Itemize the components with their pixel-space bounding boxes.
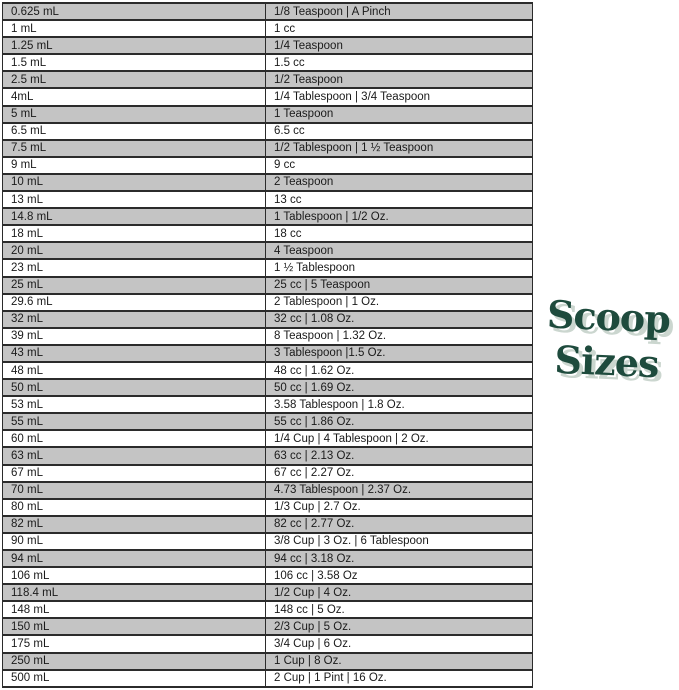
table-row (3, 106, 533, 123)
table-row (3, 328, 533, 345)
equivalent-cell: 148 cc | 5 Oz. (266, 601, 533, 618)
table-row (3, 584, 533, 601)
table-row (3, 311, 533, 328)
ml-cell: 23 mL (3, 259, 266, 276)
ml-cell: 43 mL (3, 345, 266, 362)
ml-cell: 53 mL (3, 396, 266, 413)
table-row (3, 294, 533, 311)
ml-cell: 67 mL (3, 465, 266, 482)
equivalent-cell: 2 Cup | 1 Pint | 16 Oz. (266, 670, 533, 687)
ml-cell: 106 mL (3, 567, 266, 584)
ml-cell: 1 mL (3, 20, 266, 37)
table-row (3, 88, 533, 105)
table-row (3, 362, 533, 379)
table-row (3, 635, 533, 652)
ml-cell: 175 mL (3, 635, 266, 652)
equivalent-cell: 6.5 cc (266, 123, 533, 140)
table-row (3, 499, 533, 516)
table-row (3, 259, 533, 276)
table-row (3, 413, 533, 430)
table-row (3, 20, 533, 37)
ml-cell: 118.4 mL (3, 584, 266, 601)
equivalent-cell: 1/4 Tablespoon | 3/4 Teaspoon (266, 88, 533, 105)
table-row (3, 140, 533, 157)
ml-cell: 6.5 mL (3, 123, 266, 140)
equivalent-cell: 1/4 Cup | 4 Tablespoon | 2 Oz. (266, 430, 533, 447)
equivalent-cell: 1/8 Teaspoon | A Pinch (266, 3, 533, 20)
table-row (3, 550, 533, 567)
ml-cell: 29.6 mL (3, 294, 266, 311)
equivalent-cell: 1 ½ Tablespoon (266, 259, 533, 276)
equivalent-cell: 1 cc (266, 20, 533, 37)
equivalent-cell: 94 cc | 3.18 Oz. (266, 550, 533, 567)
equivalent-cell: 4 Teaspoon (266, 242, 533, 259)
ml-cell: 2.5 mL (3, 71, 266, 88)
table-row (3, 123, 533, 140)
equivalent-cell: 1/2 Cup | 4 Oz. (266, 584, 533, 601)
ml-cell: 63 mL (3, 447, 266, 464)
equivalent-cell: 3.58 Tablespoon | 1.8 Oz. (266, 396, 533, 413)
equivalent-cell: 8 Teaspoon | 1.32 Oz. (266, 328, 533, 345)
ml-cell: 18 mL (3, 225, 266, 242)
equivalent-cell: 1/4 Teaspoon (266, 37, 533, 54)
table-row (3, 379, 533, 396)
equivalent-cell: 67 cc | 2.27 Oz. (266, 465, 533, 482)
equivalent-cell: 3/4 Cup | 6 Oz. (266, 635, 533, 652)
table-row (3, 208, 533, 225)
equivalent-cell: 1/2 Tablespoon | 1 ½ Teaspoon (266, 140, 533, 157)
equivalent-cell: 1/3 Cup | 2.7 Oz. (266, 499, 533, 516)
ml-cell: 1.5 mL (3, 54, 266, 71)
table-row (3, 618, 533, 635)
table-row (3, 567, 533, 584)
equivalent-cell: 3/8 Cup | 3 Oz. | 6 Tablespoon (266, 533, 533, 550)
equivalent-cell: 1 Teaspoon (266, 106, 533, 123)
table-row (3, 157, 533, 174)
table-row (3, 191, 533, 208)
equivalent-cell: 32 cc | 1.08 Oz. (266, 311, 533, 328)
table-row (3, 533, 533, 550)
ml-cell: 90 mL (3, 533, 266, 550)
ml-cell: 150 mL (3, 618, 266, 635)
table-row (3, 396, 533, 413)
ml-cell: 250 mL (3, 653, 266, 670)
ml-cell: 9 mL (3, 157, 266, 174)
scoop-sizes-logo (534, 291, 679, 387)
table-row (3, 670, 533, 687)
table-row (3, 430, 533, 447)
table-row (3, 54, 533, 71)
conversion-table (2, 2, 533, 688)
logo-line-1: Scoop (546, 291, 671, 342)
table-row (3, 37, 533, 54)
equivalent-cell: 1 Tablespoon | 1/2 Oz. (266, 208, 533, 225)
equivalent-cell: 25 cc | 5 Teaspoon (266, 277, 533, 294)
ml-cell: 5 mL (3, 106, 266, 123)
equivalent-cell: 18 cc (266, 225, 533, 242)
equivalent-cell: 2 Teaspoon (266, 174, 533, 191)
equivalent-cell: 1/2 Teaspoon (266, 71, 533, 88)
equivalent-cell: 1.5 cc (266, 54, 533, 71)
ml-cell: 80 mL (3, 499, 266, 516)
table-row (3, 465, 533, 482)
ml-cell: 60 mL (3, 430, 266, 447)
table-row (3, 277, 533, 294)
ml-cell: 32 mL (3, 311, 266, 328)
ml-cell: 82 mL (3, 516, 266, 533)
ml-cell: 7.5 mL (3, 140, 266, 157)
ml-cell: 20 mL (3, 242, 266, 259)
equivalent-cell: 1 Cup | 8 Oz. (266, 653, 533, 670)
ml-cell: 13 mL (3, 191, 266, 208)
table-row (3, 3, 533, 20)
table-row (3, 71, 533, 88)
equivalent-cell: 55 cc | 1.86 Oz. (266, 413, 533, 430)
table-row (3, 242, 533, 259)
ml-cell: 48 mL (3, 362, 266, 379)
table-row (3, 482, 533, 499)
equivalent-cell: 2/3 Cup | 5 Oz. (266, 618, 533, 635)
ml-cell: 94 mL (3, 550, 266, 567)
equivalent-cell: 48 cc | 1.62 Oz. (266, 362, 533, 379)
equivalent-cell: 3 Tablespoon |1.5 Oz. (266, 345, 533, 362)
equivalent-cell: 63 cc | 2.13 Oz. (266, 447, 533, 464)
equivalent-cell: 4.73 Tablespoon | 2.37 Oz. (266, 482, 533, 499)
logo-line-2: Sizes (553, 336, 660, 387)
equivalent-cell: 13 cc (266, 191, 533, 208)
equivalent-cell: 106 cc | 3.58 Oz (266, 567, 533, 584)
table-row (3, 174, 533, 191)
ml-cell: 10 mL (3, 174, 266, 191)
ml-cell: 70 mL (3, 482, 266, 499)
equivalent-cell: 2 Tablespoon | 1 Oz. (266, 294, 533, 311)
ml-cell: 4mL (3, 88, 266, 105)
ml-cell: 1.25 mL (3, 37, 266, 54)
ml-cell: 0.625 mL (3, 3, 266, 20)
equivalent-cell: 9 cc (266, 157, 533, 174)
table-row (3, 653, 533, 670)
table-row (3, 345, 533, 362)
table-row (3, 447, 533, 464)
ml-cell: 148 mL (3, 601, 266, 618)
table-row (3, 601, 533, 618)
ml-cell: 25 mL (3, 277, 266, 294)
equivalent-cell: 50 cc | 1.69 Oz. (266, 379, 533, 396)
table-row (3, 516, 533, 533)
ml-cell: 500 mL (3, 670, 266, 687)
table-row (3, 225, 533, 242)
ml-cell: 50 mL (3, 379, 266, 396)
ml-cell: 14.8 mL (3, 208, 266, 225)
ml-cell: 55 mL (3, 413, 266, 430)
equivalent-cell: 82 cc | 2.77 Oz. (266, 516, 533, 533)
ml-cell: 39 mL (3, 328, 266, 345)
